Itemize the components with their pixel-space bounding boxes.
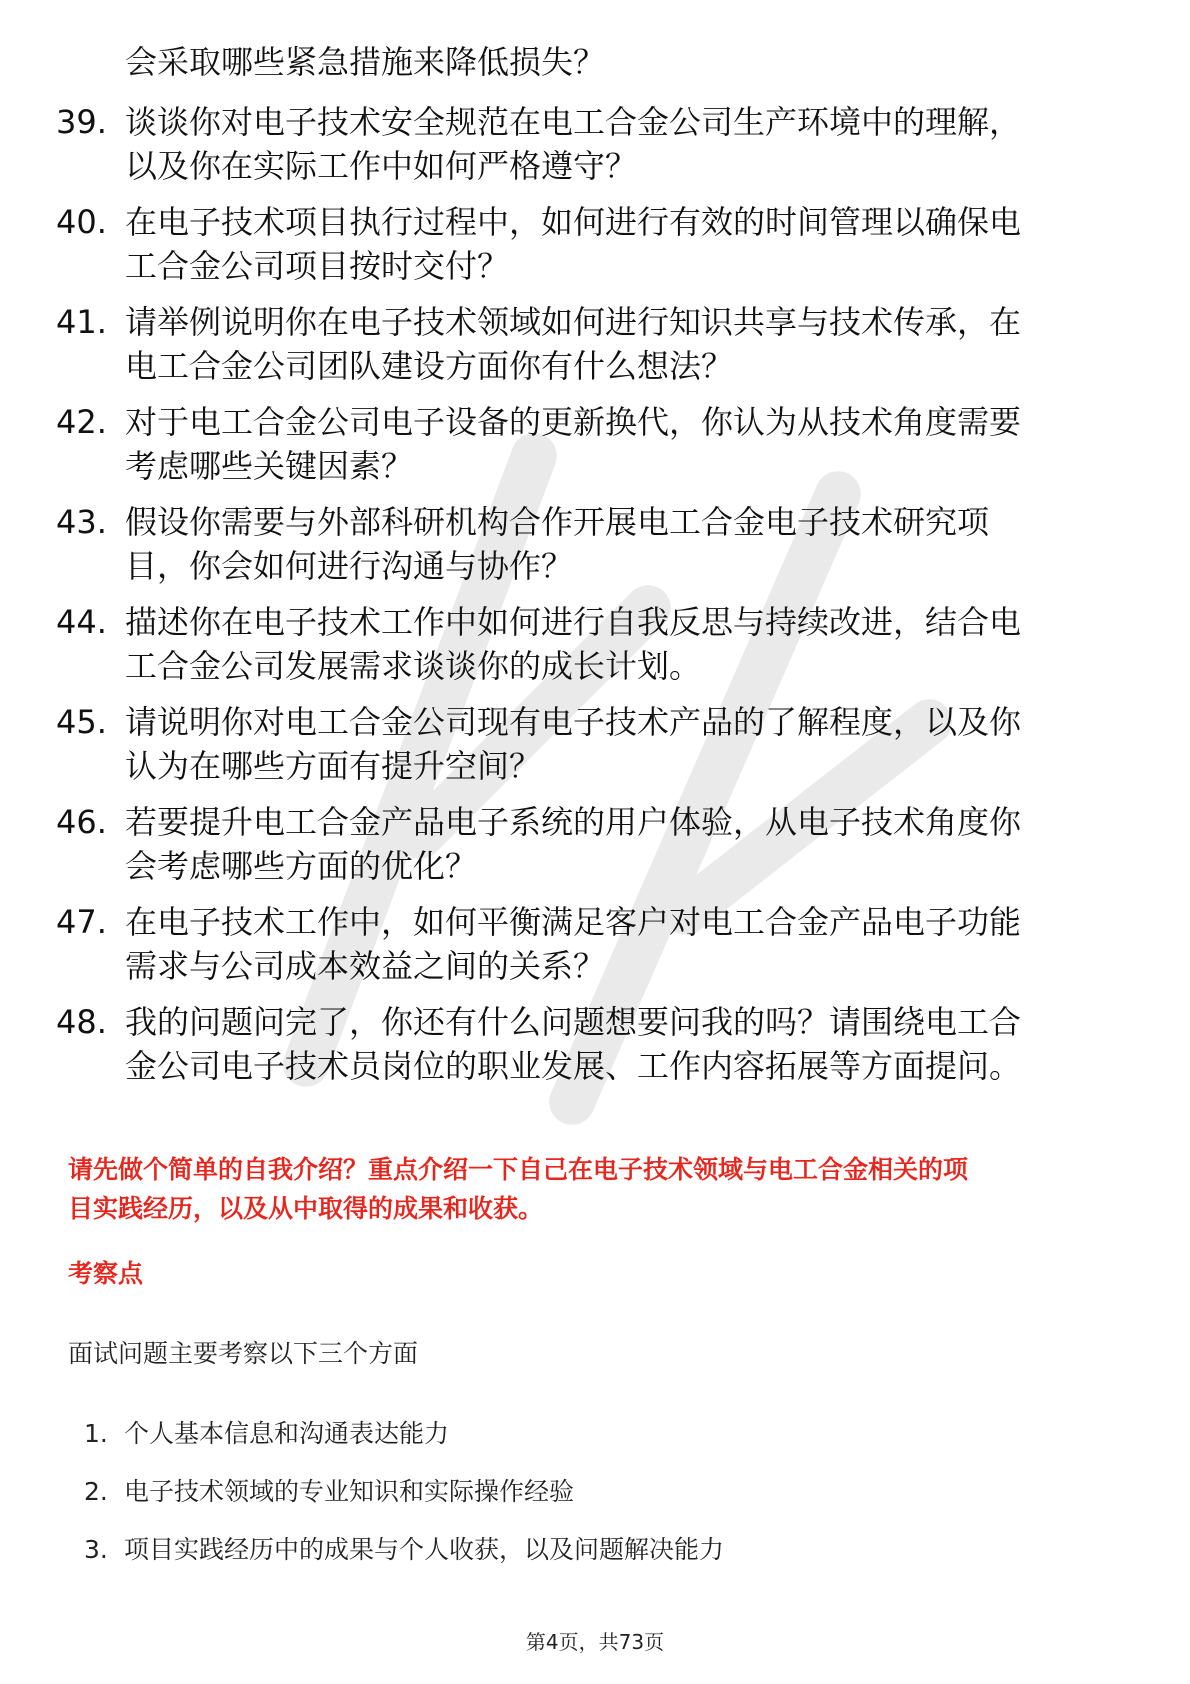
self-intro-prompt [68, 1150, 1128, 1228]
question-line: 描述你在电子技术工作中如何进行自我反思与持续改进，结合电 [125, 603, 1022, 641]
question-text [125, 300, 1021, 388]
question-item [56, 900, 1126, 988]
point-text: 电子技术领域的专业知识和实际操作经验 [124, 1477, 575, 1506]
question-line: 金公司电子技术员岗位的职业发展、工作内容拓展等方面提问。 [125, 1047, 1022, 1085]
self-intro-line: 目实践经历，以及从中取得的成果和收获。 [68, 1194, 544, 1223]
question-item [56, 100, 1126, 188]
question-number: 40. [56, 203, 107, 241]
question-line: 请举例说明你在电子技术领域如何进行知识共享与技术传承，在 [125, 303, 1022, 341]
point-number: 1. [84, 1419, 108, 1448]
assessment-points-list [84, 1416, 724, 1590]
question-line: 会考虑哪些方面的优化？ [125, 847, 478, 885]
page-footer: 第4页，共73页 [525, 1630, 665, 1654]
question-item [56, 1000, 1126, 1088]
question-item [56, 500, 1126, 588]
self-intro-line: 请先做个简单的自我介绍？重点介绍一下自己在电子技术领域与电工合金相关的项 [68, 1155, 969, 1184]
question-number: 46. [56, 803, 107, 841]
question-line: 工合金公司项目按时交付？ [125, 247, 510, 285]
question-line: 在电子技术项目执行过程中，如何进行有效的时间管理以确保电 [125, 203, 1022, 241]
question-line: 考虑哪些关键因素？ [125, 447, 414, 485]
question-line: 若要提升电工合金产品电子系统的用户体验，从电子技术角度你 [125, 803, 1022, 841]
question-number: 43. [56, 503, 107, 541]
question-item [56, 600, 1126, 688]
point-text: 个人基本信息和沟通表达能力 [124, 1419, 450, 1448]
question-text [125, 700, 1021, 788]
question-text [125, 200, 1021, 288]
question-text [125, 900, 1021, 988]
question-number: 47. [56, 903, 107, 941]
question-list [56, 100, 1126, 1088]
point-number: 3. [84, 1535, 108, 1564]
question-item [56, 300, 1126, 388]
list-item [84, 1532, 724, 1568]
question-text [125, 800, 1021, 888]
question-line: 请说明你对电工合金公司现有电子技术产品的了解程度，以及你 [125, 703, 1022, 741]
question-number: 39. [56, 103, 107, 141]
question-number: 42. [56, 403, 107, 441]
question-text [125, 600, 1021, 688]
list-item [84, 1474, 724, 1510]
question-number: 48. [56, 1003, 107, 1041]
intro-text: 面试问题主要考察以下三个方面 [68, 1339, 419, 1368]
point-text: 项目实践经历中的成果与个人收获，以及问题解决能力 [124, 1535, 725, 1564]
question-line: 需求与公司成本效益之间的关系？ [125, 947, 606, 985]
question-number: 45. [56, 703, 107, 741]
question-line: 电工合金公司团队建设方面你有什么想法？ [125, 347, 734, 385]
question-line: 认为在哪些方面有提升空间？ [125, 747, 542, 785]
question-line: 目，你会如何进行沟通与协作？ [125, 547, 574, 585]
question-line: 以及你在实际工作中如何严格遵守？ [125, 147, 638, 185]
question-number: 41. [56, 303, 107, 341]
question-text [125, 400, 1021, 488]
question-line: 对于电工合金公司电子设备的更新换代，你认为从技术角度需要 [125, 403, 1022, 441]
question-text [125, 500, 989, 588]
question-line: 工合金公司发展需求谈谈你的成长计划。 [125, 647, 702, 685]
question-item [56, 700, 1126, 788]
section-title: 考察点 [68, 1259, 144, 1288]
question-item [56, 800, 1126, 888]
question-text [125, 1000, 1021, 1088]
point-number: 2. [84, 1477, 108, 1506]
question-line: 我的问题问完了，你还有什么问题想要问我的吗？请围绕电工合 [125, 1003, 1022, 1041]
continuation-text: 会采取哪些紧急措施来降低损失？ [125, 43, 606, 81]
question-line: 谈谈你对电子技术安全规范在电工合金公司生产环境中的理解， [125, 103, 1022, 141]
question-item [56, 400, 1126, 488]
list-item [84, 1416, 724, 1452]
question-line: 在电子技术工作中，如何平衡满足客户对电工合金产品电子功能 [125, 903, 1022, 941]
question-text [125, 100, 1021, 188]
question-item [56, 200, 1126, 288]
question-number: 44. [56, 603, 107, 641]
question-line: 假设你需要与外部科研机构合作开展电工合金电子技术研究项 [125, 503, 990, 541]
